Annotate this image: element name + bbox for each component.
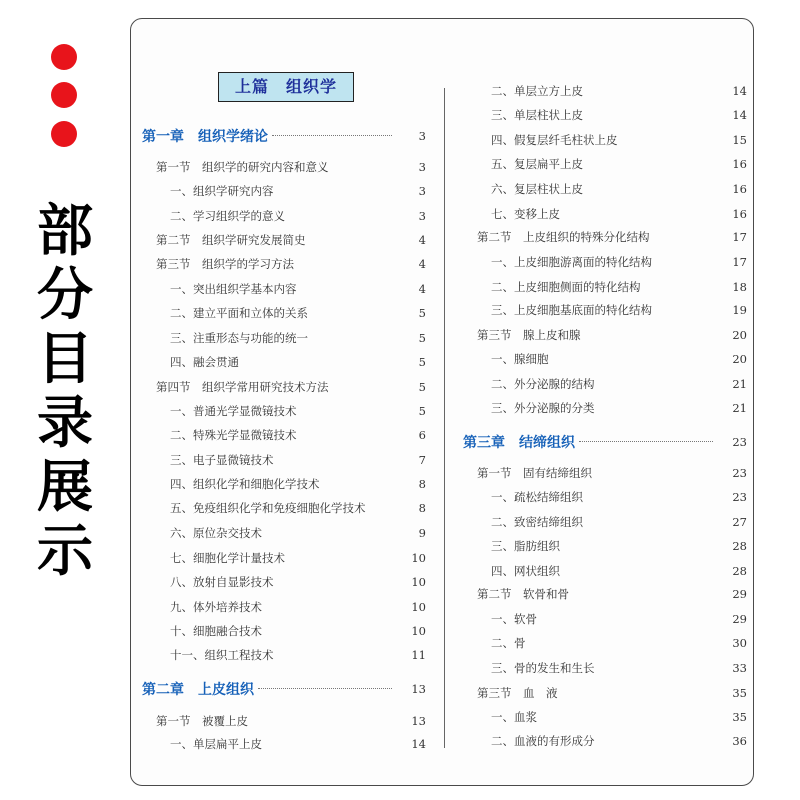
toc-item <box>142 279 426 299</box>
toc-page-number: 16 <box>732 207 747 221</box>
toc-leader <box>272 126 392 136</box>
toc-page-number: 10 <box>411 600 426 614</box>
toc-page-number: 3 <box>418 129 426 143</box>
toc-entry-title: 第二章 上皮组织 <box>142 682 254 698</box>
toc-leader <box>579 432 713 442</box>
toc-entry-title: 一、疏松结缔组织 <box>491 490 583 504</box>
toc-page-number: 15 <box>732 133 747 147</box>
red-dot-icon <box>51 121 77 147</box>
toc-page-number: 21 <box>732 377 747 391</box>
toc-page-number: 21 <box>732 401 747 415</box>
toc-page-number: 35 <box>732 686 747 700</box>
toc-entry-title: 二、外分泌腺的结构 <box>491 377 595 391</box>
toc-entry-title: 第二节 上皮组织的特殊分化结构 <box>477 230 650 244</box>
toc-entry-title: 第二节 软骨和骨 <box>477 587 569 601</box>
toc-entry-title: 十一、组织工程技术 <box>170 648 274 662</box>
toc-section <box>463 325 747 345</box>
toc-page-number: 33 <box>732 661 747 675</box>
red-dot-icon <box>51 44 77 70</box>
toc-page-number: 13 <box>411 714 426 728</box>
toc-page-number: 14 <box>732 108 747 122</box>
toc-entry-title: 第三节 组织学的学习方法 <box>156 257 294 271</box>
toc-page-number: 20 <box>732 328 747 342</box>
toc-page-number: 3 <box>418 160 426 174</box>
toc-entry-title: 四、网状组织 <box>491 564 560 578</box>
toc-item <box>463 179 747 199</box>
toc-entry-title: 五、复层扁平上皮 <box>491 157 583 171</box>
toc-page-number: 14 <box>411 737 426 751</box>
toc-item <box>463 374 747 394</box>
toc-item <box>463 277 747 297</box>
toc-page-number: 11 <box>411 648 426 662</box>
toc-item <box>142 645 426 665</box>
toc-entry-title: 第三章 结缔组织 <box>463 435 575 451</box>
toc-item <box>142 328 426 348</box>
toc-entry-title: 第一节 固有结缔组织 <box>477 466 592 480</box>
toc-page-number: 23 <box>732 466 747 480</box>
side-title-char: 目 <box>37 327 93 392</box>
toc-entry-title: 第一节 组织学的研究内容和意义 <box>156 160 329 174</box>
toc-item <box>142 621 426 641</box>
toc-item <box>142 181 426 201</box>
toc-entry-title: 三、骨的发生和生长 <box>491 661 595 675</box>
toc-chapter <box>142 126 426 146</box>
toc-section <box>142 157 426 177</box>
toc-page-number: 4 <box>418 257 426 271</box>
toc-entry-title: 一、血浆 <box>491 710 537 724</box>
toc-page-number: 4 <box>418 233 426 247</box>
toc-page-number: 17 <box>732 255 747 269</box>
toc-item <box>463 609 747 629</box>
toc-page-number: 13 <box>411 682 426 696</box>
toc-item <box>142 597 426 617</box>
toc-item <box>463 731 747 751</box>
toc-page-number: 3 <box>418 184 426 198</box>
toc-item <box>142 206 426 226</box>
toc-entry-title: 第三节 腺上皮和腺 <box>477 328 581 342</box>
toc-entry-title: 一、普通光学显微镜技术 <box>170 404 297 418</box>
toc-entry-title: 一、组织学研究内容 <box>170 184 274 198</box>
toc-entry-title: 二、学习组织学的意义 <box>170 209 285 223</box>
side-title-char: 分 <box>37 263 93 328</box>
toc-section <box>463 584 747 604</box>
toc-item <box>142 401 426 421</box>
side-title-char: 部 <box>37 199 93 264</box>
toc-item <box>463 487 747 507</box>
toc-item <box>463 398 747 418</box>
toc-item <box>463 105 747 125</box>
part-title: 上篇 组织学 <box>218 72 354 102</box>
toc-page-number: 5 <box>418 331 426 345</box>
toc-section <box>463 683 747 703</box>
toc-entry-title: 二、特殊光学显微镜技术 <box>170 428 297 442</box>
toc-entry-title: 六、复层柱状上皮 <box>491 182 583 196</box>
toc-chapter <box>463 432 747 452</box>
toc-item <box>463 252 747 272</box>
toc-entry-title: 十、细胞融合技术 <box>170 624 262 638</box>
toc-entry-title: 二、血液的有形成分 <box>491 734 595 748</box>
toc-section <box>142 377 426 397</box>
toc-entry-title: 第一章 组织学绪论 <box>142 129 268 145</box>
toc-item <box>142 498 426 518</box>
side-title-char: 示 <box>37 519 93 584</box>
toc-page-number: 10 <box>411 624 426 638</box>
toc-entry-title: 三、上皮细胞基底面的特化结构 <box>491 303 652 317</box>
toc-page-number: 3 <box>418 209 426 223</box>
toc-page-number: 23 <box>732 435 747 449</box>
toc-item <box>142 572 426 592</box>
toc-entry-title: 三、单层柱状上皮 <box>491 108 583 122</box>
toc-section <box>142 254 426 274</box>
toc-page-number: 29 <box>732 587 747 601</box>
toc-item <box>142 425 426 445</box>
toc-entry-title: 第一节 被覆上皮 <box>156 714 248 728</box>
toc-item <box>463 658 747 678</box>
toc-page-number: 14 <box>732 84 747 98</box>
toc-entry-title: 一、单层扁平上皮 <box>170 737 262 751</box>
toc-entry-title: 第四节 组织学常用研究技术方法 <box>156 380 329 394</box>
toc-item <box>463 204 747 224</box>
toc-entry-title: 一、突出组织学基本内容 <box>170 282 297 296</box>
toc-entry-title: 四、组织化学和细胞化学技术 <box>170 477 320 491</box>
toc-section <box>463 463 747 483</box>
toc-page-number: 5 <box>418 380 426 394</box>
toc-page-number: 10 <box>411 551 426 565</box>
toc-item <box>142 352 426 372</box>
toc-page-number: 5 <box>418 355 426 369</box>
toc-page-number: 23 <box>732 490 747 504</box>
toc-item <box>463 536 747 556</box>
toc-page-number: 7 <box>418 453 426 467</box>
toc-entry-title: 二、建立平面和立体的关系 <box>170 306 308 320</box>
red-dot-icon <box>51 82 77 108</box>
toc-item <box>142 548 426 568</box>
toc-entry-title: 六、原位杂交技术 <box>170 526 262 540</box>
toc-entry-title: 二、骨 <box>491 636 526 650</box>
side-title-char: 展 <box>37 455 93 520</box>
toc-page-number: 29 <box>732 612 747 626</box>
toc-section <box>142 711 426 731</box>
toc-entry-title: 四、假复层纤毛柱状上皮 <box>491 133 618 147</box>
toc-page-number: 35 <box>732 710 747 724</box>
toc-page-number: 16 <box>732 157 747 171</box>
toc-item <box>463 81 747 101</box>
toc-page-number: 5 <box>418 404 426 418</box>
toc-item <box>463 154 747 174</box>
toc-section <box>142 230 426 250</box>
toc-item <box>463 707 747 727</box>
toc-entry-title: 七、细胞化学计量技术 <box>170 551 285 565</box>
toc-page-number: 4 <box>418 282 426 296</box>
toc-item <box>142 303 426 323</box>
toc-entry-title: 三、外分泌腺的分类 <box>491 401 595 415</box>
toc-page-number: 8 <box>418 501 426 515</box>
toc-page-number: 10 <box>411 575 426 589</box>
toc-entry-title: 一、上皮细胞游离面的特化结构 <box>491 255 652 269</box>
side-title-char: 录 <box>37 391 93 456</box>
toc-page-number: 27 <box>732 515 747 529</box>
toc-entry-title: 第二节 组织学研究发展简史 <box>156 233 306 247</box>
toc-entry-title: 三、电子显微镜技术 <box>170 453 274 467</box>
toc-entry-title: 第三节 血 液 <box>477 686 558 700</box>
toc-page-number: 16 <box>732 182 747 196</box>
side-title <box>30 200 100 584</box>
toc-page-number: 30 <box>732 636 747 650</box>
toc-entry-title: 五、免疫组织化学和免疫细胞化学技术 <box>170 501 366 515</box>
toc-page-number: 17 <box>732 230 747 244</box>
toc-entry-title: 七、变移上皮 <box>491 207 560 221</box>
toc-page-number: 19 <box>732 303 747 317</box>
toc-page-number: 8 <box>418 477 426 491</box>
toc-item <box>463 561 747 581</box>
toc-page-number: 28 <box>732 564 747 578</box>
toc-entry-title: 一、软骨 <box>491 612 537 626</box>
toc-page-number: 9 <box>418 526 426 540</box>
toc-entry-title: 三、脂肪组织 <box>491 539 560 553</box>
toc-entry-title: 九、体外培养技术 <box>170 600 262 614</box>
toc-page-number: 20 <box>732 352 747 366</box>
toc-page-number: 5 <box>418 306 426 320</box>
toc-item <box>142 523 426 543</box>
toc-item <box>142 474 426 494</box>
toc-entry-title: 四、融会贯通 <box>170 355 239 369</box>
toc-entry-title: 二、致密结缔组织 <box>491 515 583 529</box>
toc-item <box>463 130 747 150</box>
toc-page-number: 28 <box>732 539 747 553</box>
toc-entry-title: 一、腺细胞 <box>491 352 549 366</box>
toc-entry-title: 二、单层立方上皮 <box>491 84 583 98</box>
column-divider <box>444 88 445 748</box>
toc-entry-title: 三、注重形态与功能的统一 <box>170 331 308 345</box>
toc-page-number: 36 <box>732 734 747 748</box>
toc-entry-title: 二、上皮细胞侧面的特化结构 <box>491 280 641 294</box>
toc-item <box>463 349 747 369</box>
toc-entry-title: 八、放射自显影技术 <box>170 575 274 589</box>
toc-item <box>463 300 747 320</box>
toc-item <box>142 450 426 470</box>
toc-leader <box>258 679 392 689</box>
toc-item <box>142 734 426 754</box>
toc-chapter <box>142 679 426 699</box>
toc-page-number: 6 <box>418 428 426 442</box>
toc-section <box>463 227 747 247</box>
toc-item <box>463 633 747 653</box>
toc-page-number: 18 <box>732 280 747 294</box>
toc-item <box>463 512 747 532</box>
